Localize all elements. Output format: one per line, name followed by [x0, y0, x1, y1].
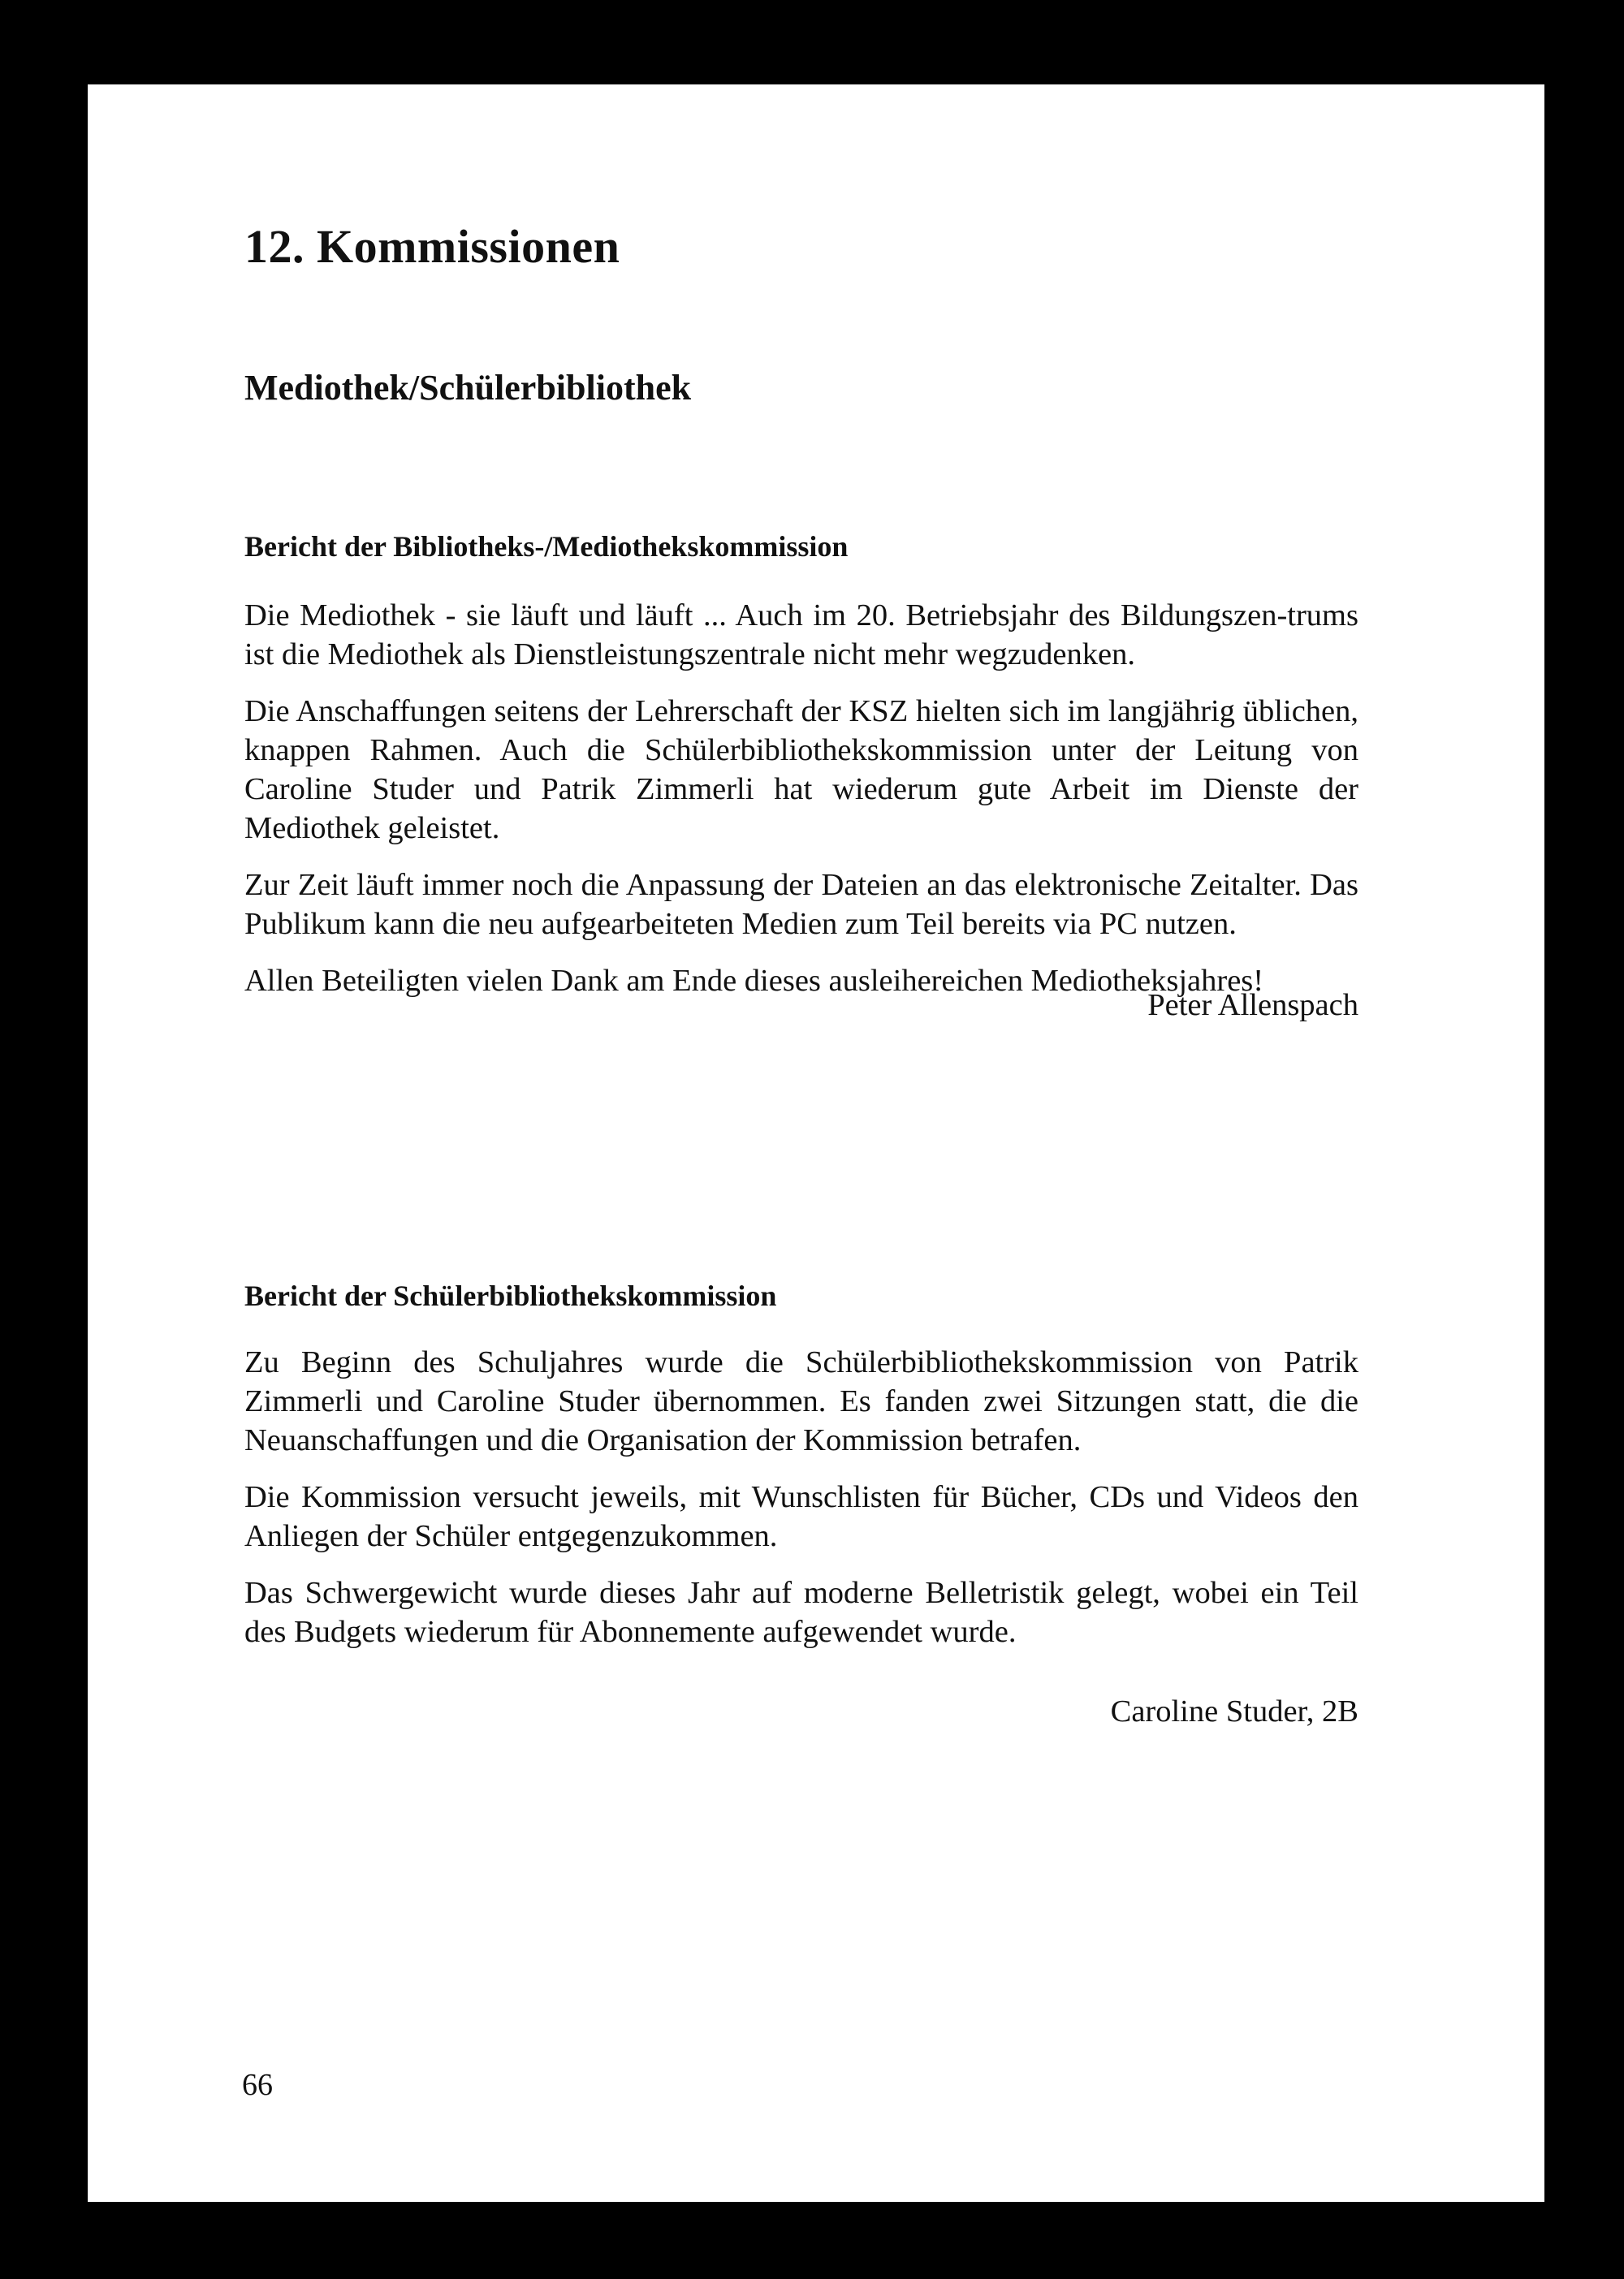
- chapter-title: 12. Kommissionen: [244, 220, 620, 273]
- report1-paragraph: Allen Beteiligten vielen Dank am Ende dieses ausleihereichen Mediotheksjahres!: [244, 964, 1264, 998]
- report2-heading: Bericht der Schülerbibliothekskommission: [244, 1280, 777, 1312]
- document-page: [88, 84, 1544, 2202]
- report1-paragraph: Die Anschaffungen seitens der Lehrerschaft der KSZ hielten sich im langjährig üblichen, knappen Rahmen. Auch die Schülerbibliothekskommission unter der Leitung von Caroline Studer und Patrik Zimmerli hat wiederum gute Arbeit im Dienste der Mediothek geleistet.: [244, 694, 1358, 845]
- report2-paragraph: Die Kommission versucht jeweils, mit Wunschlisten für Bücher, CDs und Videos den Anliegen der Schüler entgegenzukommen.: [244, 1480, 1358, 1553]
- report2-signature: Caroline Studer, 2B: [1110, 1694, 1358, 1729]
- report1-signature: Peter Allenspach: [1147, 988, 1358, 1022]
- report1-paragraph: Die Mediothek - sie läuft und läuft ... Auch im 20. Betriebsjahr des Bildungszen-trums ist die Mediothek als Dienstleistungszentrale nicht mehr wegzudenken.: [244, 598, 1358, 671]
- report1-heading: Bericht der Bibliotheks-/Mediothekskommission: [244, 530, 849, 563]
- report2-paragraph: Das Schwergewicht wurde dieses Jahr auf moderne Belletristik gelegt, wobei ein Teil des Budgets wiederum für Abonnemente aufgewendet wurde.: [244, 1576, 1358, 1649]
- report1-paragraph: Zur Zeit läuft immer noch die Anpassung der Dateien an das elektronische Zeitalter. Das Publikum kann die neu aufgearbeiteten Medien zum Teil bereits via PC nutzen.: [244, 868, 1358, 941]
- page-number: 66: [242, 2068, 273, 2102]
- report2-paragraph: Zu Beginn des Schuljahres wurde die Schülerbibliothekskommission von Patrik Zimmerli und Caroline Studer übernommen. Es fanden zwei Sitzungen statt, die die Neuanschaffungen und die Organisation der Kommission betrafen.: [244, 1345, 1358, 1457]
- report2-body: [244, 1343, 1358, 1669]
- section-title: Mediothek/Schülerbibliothek: [244, 368, 692, 408]
- report1-body: [244, 596, 1358, 1018]
